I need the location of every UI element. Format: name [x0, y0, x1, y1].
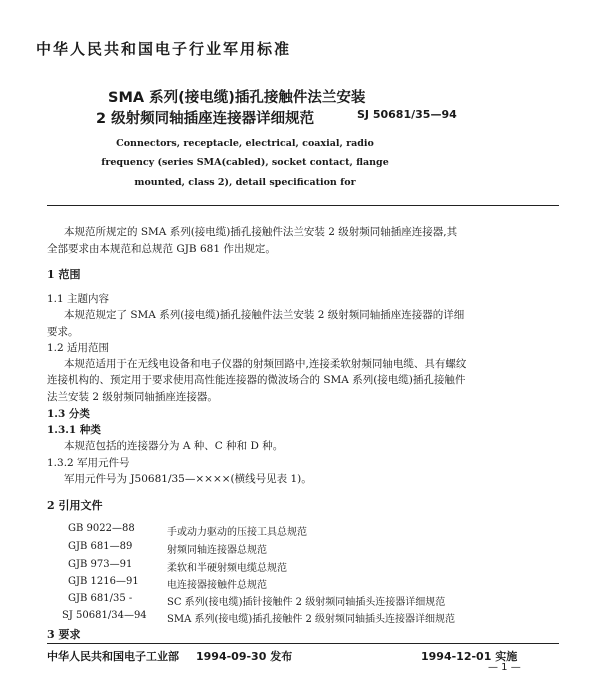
section-1-3-2-heading: 1.3.2 军用元件号 — [47, 457, 130, 469]
reference-code: GJB 1216—91 — [68, 576, 139, 587]
title-line-2: 2 级射频同轴插座连接器详细规范 — [96, 111, 315, 127]
reference-code: GB 9022—88 — [68, 523, 135, 534]
section-1-heading: 1 范围 — [47, 268, 81, 281]
section-1-2-heading: 1.2 适用范围 — [47, 342, 110, 354]
reference-title: 射频同轴连接器总规范 — [167, 545, 267, 556]
english-title-line-2: frequency (series SMA(cabled), socket contact, flange — [101, 157, 389, 168]
reference-title: 电连接器接触件总规范 — [167, 580, 267, 591]
section-1-3-heading: 1.3 分类 — [47, 408, 90, 420]
section-1-2-text-3: 法兰安装 2 级射频同轴插座连接器。 — [47, 391, 218, 403]
section-1-1-heading: 1.1 主题内容 — [47, 293, 110, 305]
section-2-heading: 2 引用文件 — [47, 499, 103, 512]
section-1-3-2-text: 军用元件号为 J50681/35—××××(横线号见表 1)。 — [64, 473, 312, 485]
intro-line-1: 本规范所规定的 SMA 系列(接电缆)插孔接触件法兰安装 2 级射频同轴插座连接器,其 — [64, 226, 458, 238]
section-1-1-text-1: 本规范规定了 SMA 系列(接电缆)插孔接触件法兰安装 2 级射频同轴插座连接器的详细 — [64, 309, 465, 321]
section-1-2-text-2: 连接机构的、预定用于要求使用高性能连接器的微波场合的 SMA 系列(接电缆)插孔接触件 — [47, 374, 466, 386]
reference-code: GJB 973—91 — [68, 559, 133, 570]
section-3-heading: 3 要求 — [47, 628, 81, 641]
reference-code: GJB 681/35 - — [68, 593, 133, 604]
reference-title: 柔软和半硬射频电缆总规范 — [167, 563, 287, 574]
publisher-header: 中华人民共和国电子行业军用标准 — [36, 40, 292, 58]
top-divider — [47, 205, 559, 206]
issuer: 中华人民共和国电子工业部 — [47, 650, 179, 663]
reference-title: SMA 系列(接电缆)插孔接触件 2 级射频同轴插头连接器详细规范 — [167, 614, 456, 625]
intro-line-2: 全部要求由本规范和总规范 GJB 681 作出规定。 — [47, 243, 276, 255]
page-number: — 1 — — [488, 662, 521, 673]
section-1-3-1-text: 本规范包括的连接器分为 A 种、C 种和 D 种。 — [64, 440, 284, 452]
english-title-line-1: Connectors, receptacle, electrical, coaxial, radio — [116, 138, 374, 149]
bottom-divider — [47, 643, 559, 644]
issue-date: 1994-09-30 发布 — [196, 650, 293, 663]
title-line-1: SMA 系列(接电缆)插孔接触件法兰安装 — [108, 90, 366, 106]
effective-date: 1994-12-01 实施 — [421, 650, 518, 663]
standard-number: SJ 50681/35—94 — [357, 108, 457, 121]
english-title-line-3: mounted, class 2), detail specification for — [134, 177, 356, 188]
reference-code: SJ 50681/34—94 — [62, 610, 147, 621]
section-1-1-text-2: 要求。 — [47, 326, 79, 338]
reference-title: 手或动力驱动的压接工具总规范 — [167, 527, 307, 538]
reference-title: SC 系列(接电缆)插针接触件 2 级射频同轴插头连接器详细规范 — [167, 597, 446, 608]
reference-code: GJB 681—89 — [68, 541, 133, 552]
section-1-2-text-1: 本规范适用于在无线电设备和电子仪器的射频回路中,连接柔软射频同轴电缆、具有螺纹 — [64, 358, 467, 370]
section-1-3-1-heading: 1.3.1 种类 — [47, 424, 101, 436]
